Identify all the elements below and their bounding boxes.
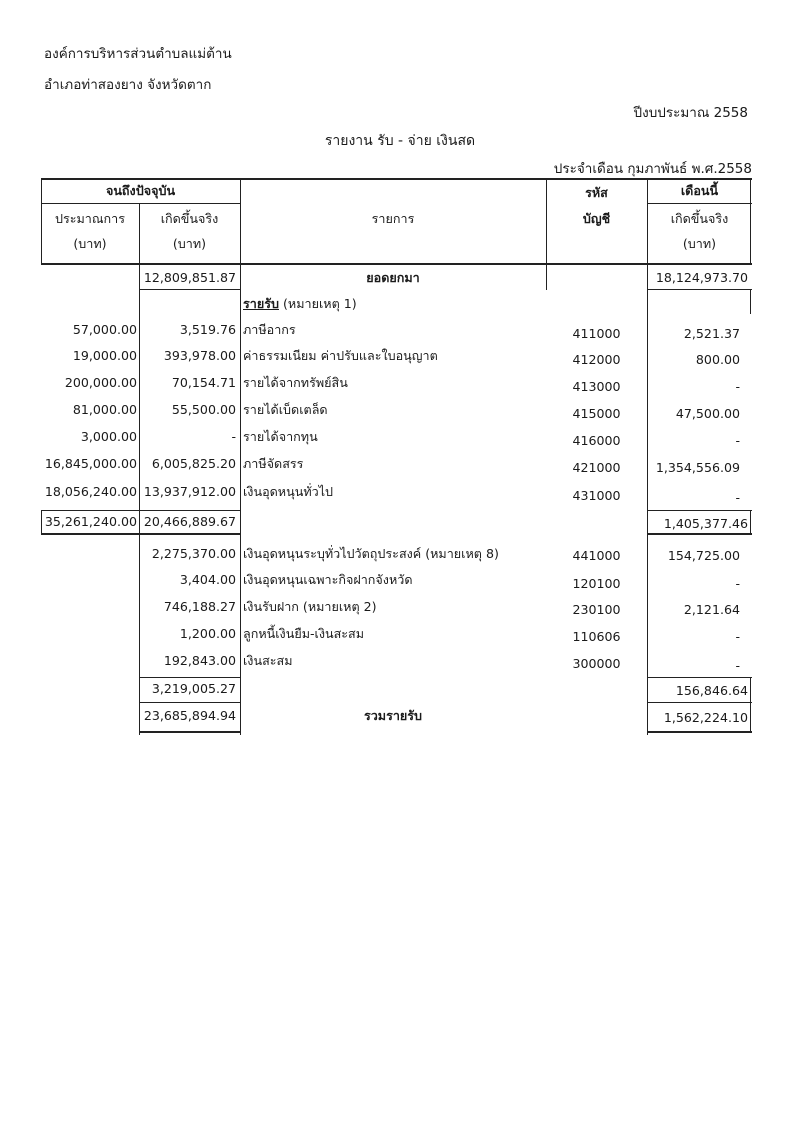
income-row-month: -	[735, 490, 740, 505]
income-row-item: รายได้จากทรัพย์สิน	[243, 375, 348, 390]
income-row-code: 415000	[572, 406, 621, 421]
income-subtotal-bottom-line-month	[647, 533, 752, 535]
income-row-budget: 3,000.00	[80, 429, 137, 444]
income-subtotal-budget: 35,261,240.00	[44, 514, 137, 529]
grand-total-top-line	[139, 702, 240, 703]
other-row-code: 441000	[572, 548, 621, 563]
other-row-actual: 1,200.00	[179, 626, 236, 641]
month-actual-header: เกิดขึ้นจริง	[670, 211, 729, 226]
fiscal-year: ปีงบประมาณ 2558	[633, 105, 748, 121]
bf-label: ยอดยกมา	[366, 270, 420, 285]
other-row-item: เงินอุดหนุนเฉพาะกิจฝากจังหวัด	[243, 572, 413, 587]
income-heading-label: รายรับ	[243, 296, 279, 311]
income-row-item: ค่าธรรมเนียม ค่าปรับและใบอนุญาต	[243, 348, 438, 363]
income-row-month: 47,500.00	[675, 406, 740, 421]
income-row-month: -	[735, 433, 740, 448]
income-row-code: 421000	[572, 460, 621, 475]
other-row-actual: 2,275,370.00	[151, 546, 236, 561]
other-row-item: ลูกหนี้เงินยืม-เงินสะสม	[243, 626, 365, 641]
income-heading	[243, 296, 357, 312]
grand-total-label: รวมรายรับ	[363, 708, 423, 723]
actual-item-divider	[240, 178, 241, 735]
other-row-code: 110606	[572, 629, 621, 644]
income-row-item: ภาษีจัดสรร	[243, 456, 304, 471]
bf-divider-actual	[139, 289, 240, 290]
income-subtotal-top-line-month	[647, 510, 752, 511]
income-row-actual: 13,937,912.00	[143, 484, 236, 499]
income-row-month: -	[735, 379, 740, 394]
code-header-line1: รหัส	[585, 185, 608, 200]
other-row-month: -	[735, 658, 740, 673]
income-row-code: 413000	[572, 379, 621, 394]
income-row-item: เงินอุดหนุนทั่วไป	[243, 484, 334, 499]
other-row-actual: 3,404.00	[179, 572, 236, 587]
month-unit: (บาท)	[682, 236, 717, 251]
organization-district: อำเภอท่าสองยาง จังหวัดตาก	[44, 77, 212, 93]
other-subtotal-actual: 3,219,005.27	[151, 681, 236, 696]
income-row-code: 412000	[572, 352, 621, 367]
income-row-actual: 3,519.76	[179, 322, 236, 337]
income-subtotal-month: 1,405,377.46	[663, 516, 748, 531]
income-row-budget: 19,000.00	[72, 348, 137, 363]
other-row-item: เงินอุดหนุนระบุทั่วไปวัตถุประสงค์ (หมายเหตุ 8)	[243, 546, 499, 561]
grand-total-bottom-line	[139, 731, 240, 733]
other-row-month: -	[735, 629, 740, 644]
code-month-divider	[647, 178, 648, 735]
to-date-header-divider	[41, 203, 240, 204]
income-row-code: 411000	[572, 326, 621, 341]
report-title: รายงาน รับ - จ่าย เงินสด	[324, 133, 476, 149]
income-row-item: รายได้เบ็ดเตล็ด	[243, 402, 328, 417]
item-header: รายการ	[371, 211, 415, 226]
grand-total-actual: 23,685,894.94	[143, 708, 236, 723]
other-row-code: 120100	[572, 576, 621, 591]
code-header-line2: บัญชี	[582, 211, 611, 226]
organization-name: องค์การบริหารส่วนตำบลแม่ต้าน	[44, 46, 232, 62]
item-code-divider-bf	[546, 264, 547, 290]
budget-unit: (บาท)	[73, 236, 107, 251]
income-row-actual: 70,154.71	[171, 375, 236, 390]
income-row-actual: 393,978.00	[163, 348, 236, 363]
month-header-divider	[647, 203, 752, 204]
grand-total-month: 1,562,224.10	[663, 710, 748, 725]
income-row-month: 800.00	[695, 352, 740, 367]
income-row-budget: 81,000.00	[72, 402, 137, 417]
actual-header: เกิดขึ้นจริง	[160, 211, 219, 226]
income-subtotal-top-line	[41, 510, 240, 511]
budget-header: ประมาณการ	[54, 211, 126, 226]
income-row-code: 416000	[572, 433, 621, 448]
right-border-subtotal	[750, 510, 751, 535]
to-date-header: จนถึงปัจจุบัน	[105, 183, 176, 198]
income-row-month: 1,354,556.09	[655, 460, 740, 475]
grand-total-bottom-line-month	[647, 731, 752, 733]
income-row-month: 2,521.37	[683, 326, 740, 341]
header-bottom-border	[41, 263, 752, 265]
actual-unit: (บาท)	[172, 236, 207, 251]
income-row-budget: 200,000.00	[64, 375, 137, 390]
grand-total-top-line-month	[647, 702, 752, 703]
other-row-code: 230100	[572, 602, 621, 617]
other-subtotal-top-line-month	[647, 677, 752, 678]
other-row-code: 300000	[572, 656, 621, 671]
income-row-budget: 18,056,240.00	[44, 484, 137, 499]
income-row-actual: -	[231, 429, 236, 444]
other-row-month: 2,121.64	[683, 602, 740, 617]
bf-actual: 12,809,851.87	[143, 270, 236, 285]
bf-month: 18,124,973.70	[655, 270, 748, 285]
right-border-bf	[750, 289, 751, 314]
bf-divider-month	[647, 289, 752, 290]
other-row-month: 154,725.00	[667, 548, 740, 563]
income-row-item: รายได้จากทุน	[243, 429, 318, 444]
other-row-actual: 746,188.27	[163, 599, 236, 614]
table-top-border	[41, 178, 752, 180]
month-header: เดือนนี้	[680, 183, 719, 198]
income-subtotal-actual: 20,466,889.67	[143, 514, 236, 529]
other-subtotal-month: 156,846.64	[675, 683, 748, 698]
report-period: ประจำเดือน กุมภาพันธ์ พ.ศ.2558	[553, 161, 752, 177]
income-row-budget: 16,845,000.00	[44, 456, 137, 471]
other-row-actual: 192,843.00	[163, 653, 236, 668]
income-row-actual: 55,500.00	[171, 402, 236, 417]
income-row-code: 431000	[572, 488, 621, 503]
income-heading-note: (หมายเหตุ 1)	[283, 296, 357, 311]
other-row-item: เงินสะสม	[243, 653, 293, 668]
income-row-item: ภาษีอากร	[243, 322, 296, 337]
income-row-budget: 57,000.00	[72, 322, 137, 337]
other-row-month: -	[735, 576, 740, 591]
other-row-item: เงินรับฝาก (หมายเหตุ 2)	[243, 599, 377, 614]
income-row-actual: 6,005,825.20	[151, 456, 236, 471]
income-subtotal-bottom-line	[41, 533, 240, 535]
other-subtotal-top-line	[139, 677, 240, 678]
cash-report-table	[41, 178, 752, 735]
right-border-total	[750, 677, 751, 733]
